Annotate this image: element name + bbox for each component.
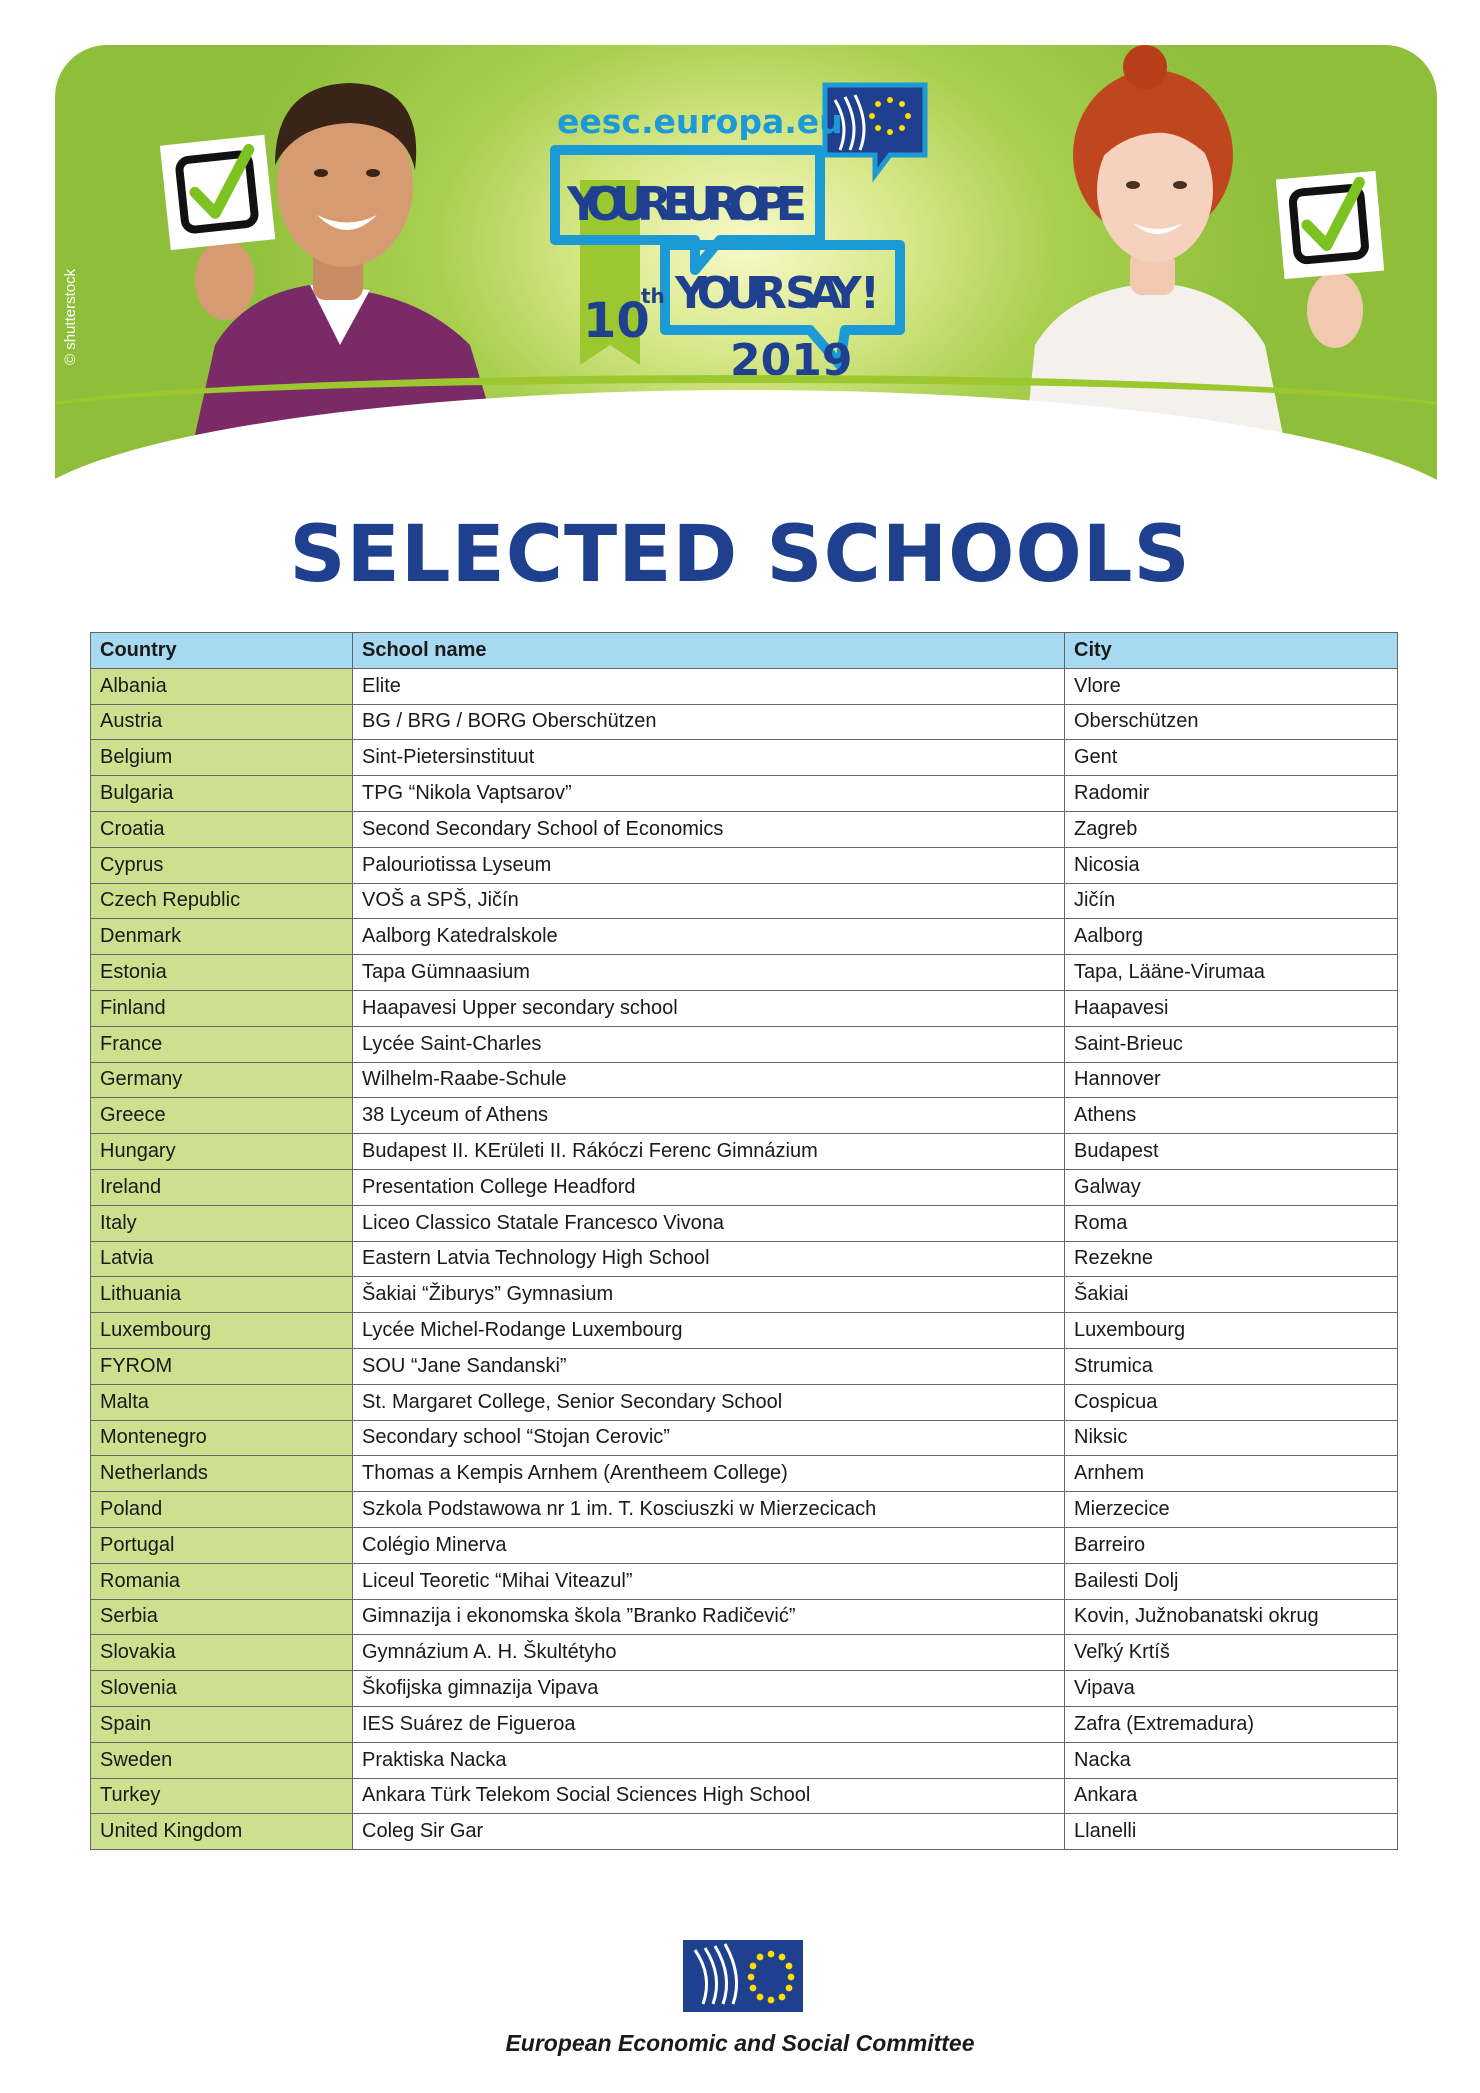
eesc-logo xyxy=(683,1940,803,2012)
table-row xyxy=(91,1814,1398,1850)
country-cell: Croatia xyxy=(91,811,353,847)
school-name-cell: St. Margaret College, Senior Secondary School xyxy=(353,1384,1065,1420)
country-cell: Turkey xyxy=(91,1778,353,1814)
city-cell: Radomir xyxy=(1065,776,1398,812)
logo-line2-text: YOUR SAY ! xyxy=(675,268,880,319)
school-name-cell: Coleg Sir Gar xyxy=(353,1814,1065,1850)
table-row xyxy=(91,1134,1398,1170)
country-cell: Greece xyxy=(91,1098,353,1134)
page-title: SELECTED SCHOOLS xyxy=(289,510,1191,600)
school-name-cell: Eastern Latvia Technology High School xyxy=(353,1241,1065,1277)
table-row xyxy=(91,1742,1398,1778)
city-cell: Tapa, Lääne-Virumaa xyxy=(1065,955,1398,991)
table-row xyxy=(91,1456,1398,1492)
country-cell: Ireland xyxy=(91,1169,353,1205)
table-row xyxy=(91,1384,1398,1420)
school-name-cell: Presentation College Headford xyxy=(353,1169,1065,1205)
table-row xyxy=(91,1026,1398,1062)
table-row xyxy=(91,1527,1398,1563)
city-cell: Vipava xyxy=(1065,1671,1398,1707)
city-cell: Gent xyxy=(1065,740,1398,776)
country-cell: Albania xyxy=(91,668,353,704)
country-cell: Montenegro xyxy=(91,1420,353,1456)
table-row xyxy=(91,1098,1398,1134)
table-body xyxy=(91,668,1398,1849)
header-country: Country xyxy=(91,633,353,669)
table-row xyxy=(91,1348,1398,1384)
city-cell: Budapest xyxy=(1065,1134,1398,1170)
logo-edition-number: 10 xyxy=(583,293,650,349)
country-cell: Serbia xyxy=(91,1599,353,1635)
city-cell: Rezekne xyxy=(1065,1241,1398,1277)
table-row xyxy=(91,668,1398,704)
city-cell: Ankara xyxy=(1065,1778,1398,1814)
school-name-cell: VOŠ a SPŠ, Jičín xyxy=(353,883,1065,919)
header-school-name: School name xyxy=(353,633,1065,669)
country-cell: Austria xyxy=(91,704,353,740)
header-banner xyxy=(55,45,1437,490)
table-row xyxy=(91,1778,1398,1814)
school-name-cell: Budapest II. KErületi II. Rákóczi Ferenc Gimnázium xyxy=(353,1134,1065,1170)
table-row xyxy=(91,1313,1398,1349)
school-name-cell: Aalborg Katedralskole xyxy=(353,919,1065,955)
city-cell: Roma xyxy=(1065,1205,1398,1241)
logo-edition-suffix: th xyxy=(641,284,665,308)
city-cell: Zagreb xyxy=(1065,811,1398,847)
city-cell: Saint-Brieuc xyxy=(1065,1026,1398,1062)
logo-line1-text: YOUR EUROPE xyxy=(567,177,807,231)
country-cell: Netherlands xyxy=(91,1456,353,1492)
country-cell: Germany xyxy=(91,1062,353,1098)
school-name-cell: Haapavesi Upper secondary school xyxy=(353,990,1065,1026)
table-row xyxy=(91,1241,1398,1277)
country-cell: Malta xyxy=(91,1384,353,1420)
city-cell: Luxembourg xyxy=(1065,1313,1398,1349)
city-cell: Mierzecice xyxy=(1065,1492,1398,1528)
city-cell: Strumica xyxy=(1065,1348,1398,1384)
table-row xyxy=(91,776,1398,812)
school-name-cell: Šakiai “Žiburys” Gymnasium xyxy=(353,1277,1065,1313)
selected-schools-table xyxy=(90,632,1398,1850)
school-name-cell: Tapa Gümnaasium xyxy=(353,955,1065,991)
country-cell: United Kingdom xyxy=(91,1814,353,1850)
country-cell: Portugal xyxy=(91,1527,353,1563)
city-cell: Nacka xyxy=(1065,1742,1398,1778)
school-name-cell: Colégio Minerva xyxy=(353,1527,1065,1563)
school-name-cell: Szkola Podstawowa nr 1 im. T. Kosciuszki w Mierzecicach xyxy=(353,1492,1065,1528)
school-name-cell: Gimnazija i ekonomska škola ”Branko Radičević” xyxy=(353,1599,1065,1635)
school-name-cell: IES Suárez de Figueroa xyxy=(353,1706,1065,1742)
table-row xyxy=(91,847,1398,883)
city-cell: Cospicua xyxy=(1065,1384,1398,1420)
table-row xyxy=(91,1563,1398,1599)
school-name-cell: SOU “Jane Sandanski” xyxy=(353,1348,1065,1384)
school-name-cell: Gymnázium A. H. Škultétyho xyxy=(353,1635,1065,1671)
country-cell: Spain xyxy=(91,1706,353,1742)
school-name-cell: Lycée Michel-Rodange Luxembourg xyxy=(353,1313,1065,1349)
organisation-name: European Economic and Social Committee xyxy=(505,2030,975,2056)
country-cell: FYROM xyxy=(91,1348,353,1384)
table-row xyxy=(91,955,1398,991)
country-cell: Italy xyxy=(91,1205,353,1241)
country-cell: Latvia xyxy=(91,1241,353,1277)
table-row xyxy=(91,883,1398,919)
city-cell: Vlore xyxy=(1065,668,1398,704)
city-cell: Arnhem xyxy=(1065,1456,1398,1492)
school-name-cell: Elite xyxy=(353,668,1065,704)
city-cell: Bailesti Dolj xyxy=(1065,1563,1398,1599)
city-cell: Kovin, Južnobanatski okrug xyxy=(1065,1599,1398,1635)
city-cell: Barreiro xyxy=(1065,1527,1398,1563)
country-cell: Luxembourg xyxy=(91,1313,353,1349)
country-cell: Slovakia xyxy=(91,1635,353,1671)
country-cell: Cyprus xyxy=(91,847,353,883)
city-cell: Veľký Krtíš xyxy=(1065,1635,1398,1671)
country-cell: Romania xyxy=(91,1563,353,1599)
city-cell: Niksic xyxy=(1065,1420,1398,1456)
table-row xyxy=(91,811,1398,847)
city-cell: Galway xyxy=(1065,1169,1398,1205)
country-cell: Denmark xyxy=(91,919,353,955)
table-row xyxy=(91,1277,1398,1313)
school-name-cell: Wilhelm-Raabe-Schule xyxy=(353,1062,1065,1098)
table-row xyxy=(91,1671,1398,1707)
school-name-cell: Liceul Teoretic “Mihai Viteazul” xyxy=(353,1563,1065,1599)
country-cell: Sweden xyxy=(91,1742,353,1778)
school-name-cell: BG / BRG / BORG Oberschützen xyxy=(353,704,1065,740)
country-cell: Bulgaria xyxy=(91,776,353,812)
logo-year-text: 2019 xyxy=(730,335,853,386)
school-name-cell: Sint-Pietersinstituut xyxy=(353,740,1065,776)
school-name-cell: Second Secondary School of Economics xyxy=(353,811,1065,847)
table-row xyxy=(91,1420,1398,1456)
country-cell: Czech Republic xyxy=(91,883,353,919)
city-cell: Nicosia xyxy=(1065,847,1398,883)
school-name-cell: Thomas a Kempis Arnhem (Arentheem College) xyxy=(353,1456,1065,1492)
table-row xyxy=(91,1205,1398,1241)
school-name-cell: TPG “Nikola Vaptsarov” xyxy=(353,776,1065,812)
table-row xyxy=(91,1635,1398,1671)
table-row xyxy=(91,1169,1398,1205)
table-header-row xyxy=(91,633,1398,669)
table-row xyxy=(91,919,1398,955)
school-name-cell: Škofijska gimnazija Vipava xyxy=(353,1671,1065,1707)
table-row xyxy=(91,1062,1398,1098)
table-row xyxy=(91,990,1398,1026)
city-cell: Oberschützen xyxy=(1065,704,1398,740)
city-cell: Šakiai xyxy=(1065,1277,1398,1313)
city-cell: Aalborg xyxy=(1065,919,1398,955)
table-row xyxy=(91,704,1398,740)
photo-credit: © shutterstock xyxy=(62,268,79,365)
table-row xyxy=(91,1706,1398,1742)
school-name-cell: Praktiska Nacka xyxy=(353,1742,1065,1778)
logo-site-text: eesc.europa.eu xyxy=(557,102,843,141)
city-cell: Jičín xyxy=(1065,883,1398,919)
table-row xyxy=(91,1599,1398,1635)
city-cell: Athens xyxy=(1065,1098,1398,1134)
school-name-cell: Lycée Saint-Charles xyxy=(353,1026,1065,1062)
school-name-cell: Secondary school “Stojan Cerovic” xyxy=(353,1420,1065,1456)
school-name-cell: Liceo Classico Statale Francesco Vivona xyxy=(353,1205,1065,1241)
country-cell: Slovenia xyxy=(91,1671,353,1707)
header-city: City xyxy=(1065,633,1398,669)
country-cell: Poland xyxy=(91,1492,353,1528)
table-row xyxy=(91,1492,1398,1528)
country-cell: Estonia xyxy=(91,955,353,991)
city-cell: Llanelli xyxy=(1065,1814,1398,1850)
country-cell: Finland xyxy=(91,990,353,1026)
school-name-cell: Palouriotissa Lyseum xyxy=(353,847,1065,883)
city-cell: Haapavesi xyxy=(1065,990,1398,1026)
city-cell: Hannover xyxy=(1065,1062,1398,1098)
country-cell: Belgium xyxy=(91,740,353,776)
country-cell: France xyxy=(91,1026,353,1062)
country-cell: Lithuania xyxy=(91,1277,353,1313)
country-cell: Hungary xyxy=(91,1134,353,1170)
city-cell: Zafra (Extremadura) xyxy=(1065,1706,1398,1742)
school-name-cell: Ankara Türk Telekom Social Sciences High School xyxy=(353,1778,1065,1814)
table-row xyxy=(91,740,1398,776)
school-name-cell: 38 Lyceum of Athens xyxy=(353,1098,1065,1134)
your-europe-your-say-logo xyxy=(545,65,965,405)
